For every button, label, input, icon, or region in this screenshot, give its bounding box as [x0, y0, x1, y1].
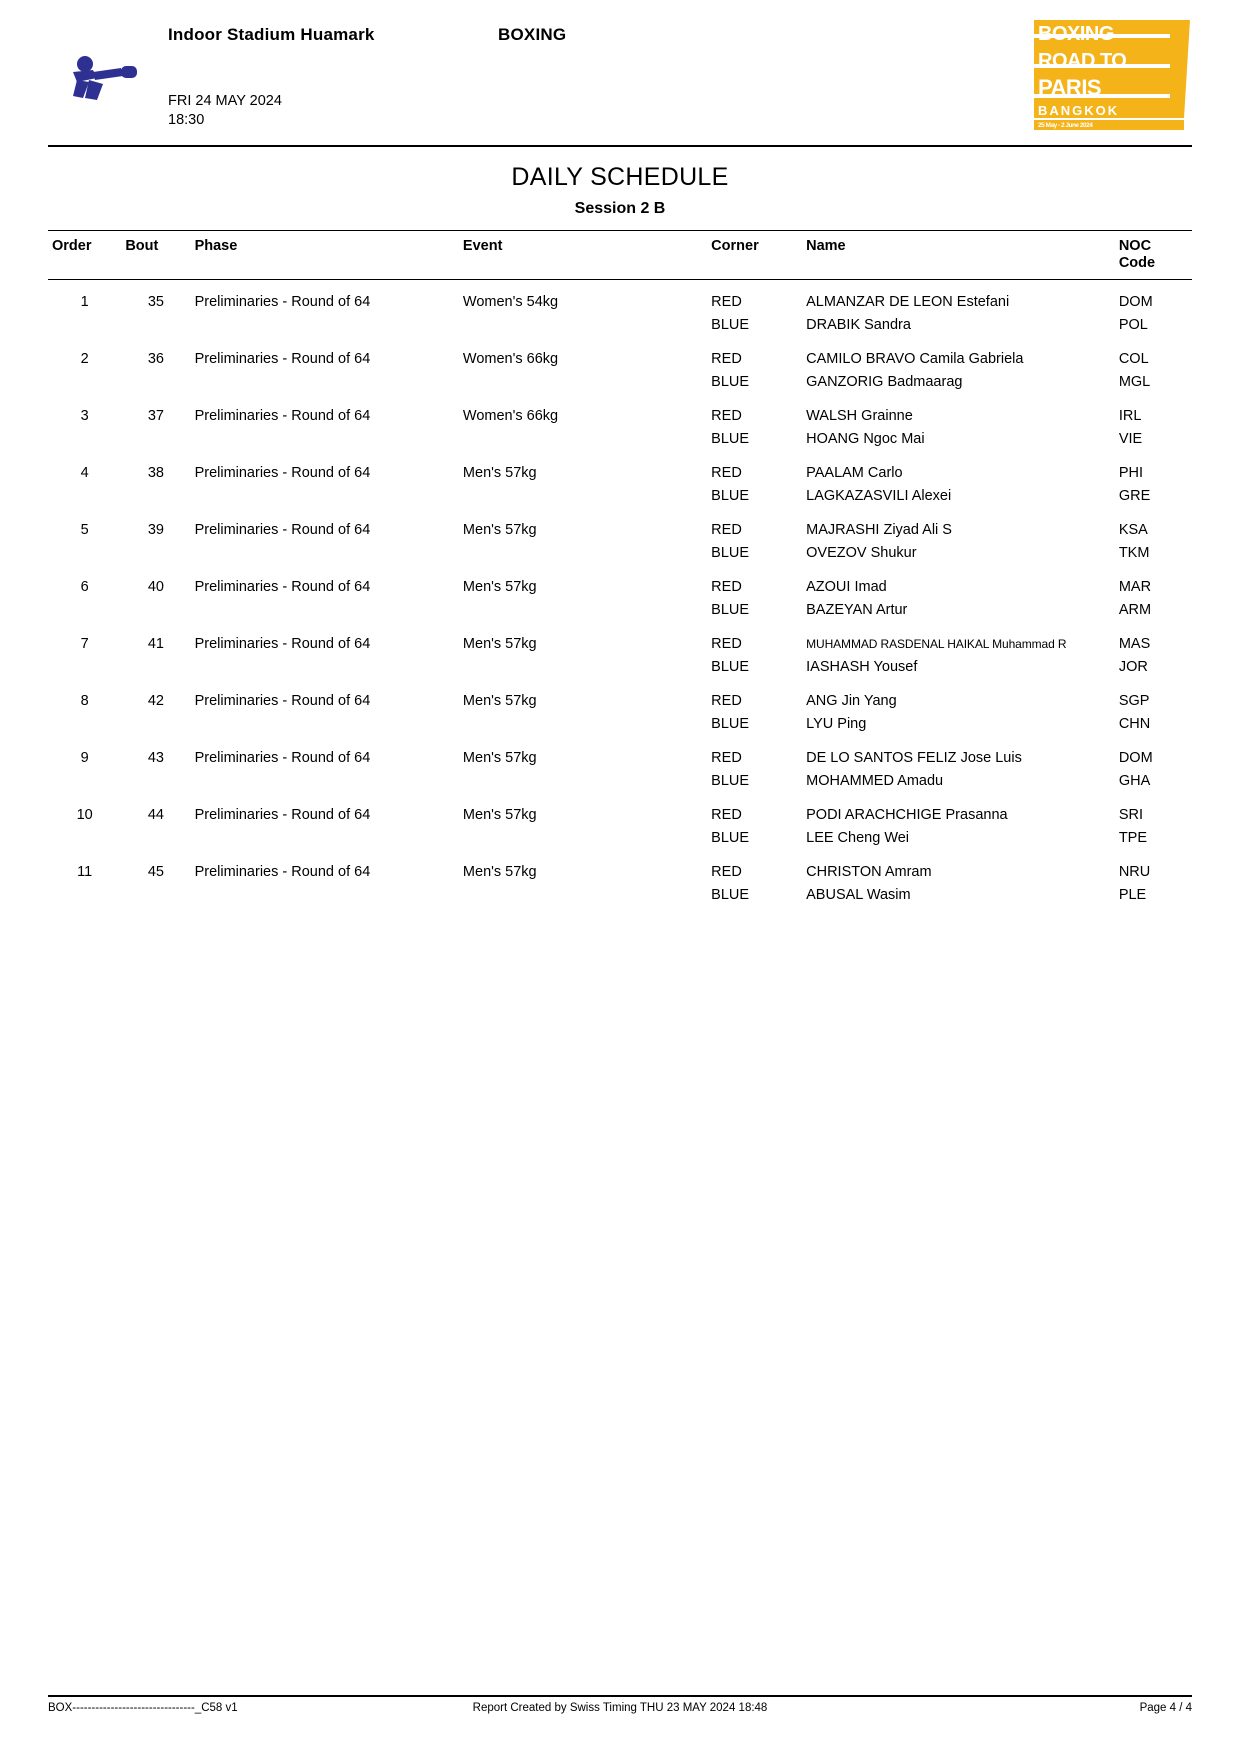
footer-page-number: Page 4 / 4 — [1139, 1702, 1192, 1714]
cell-order: 2 — [80, 351, 89, 367]
corner-blue-label: BLUE — [711, 602, 750, 618]
blue-boxer-name: IASHASH Yousef — [806, 659, 918, 675]
blue-boxer-name: GANZORIG Badmaarag — [806, 374, 963, 390]
cell-event: Men's 57kg — [462, 750, 537, 766]
red-boxer-noc: MAS — [1118, 636, 1151, 652]
blue-boxer-noc: POL — [1118, 317, 1148, 333]
blue-boxer-name: ABUSAL Wasim — [806, 887, 911, 903]
table-header-row — [48, 231, 1192, 280]
cell-bout: 35 — [147, 294, 164, 310]
cell-event: Men's 57kg — [462, 636, 537, 652]
cell-phase: Preliminaries - Round of 64 — [194, 693, 371, 709]
corner-blue-label: BLUE — [711, 431, 750, 447]
cell-order: 10 — [76, 807, 93, 823]
session-date: FRI 24 MAY 2024 — [168, 93, 282, 109]
blue-boxer-noc: MGL — [1118, 374, 1151, 390]
cell-event: Women's 66kg — [462, 408, 559, 424]
cell-noc — [1115, 508, 1192, 565]
corner-blue-label: BLUE — [711, 488, 750, 504]
cell-event: Men's 57kg — [462, 522, 537, 538]
table-row — [48, 679, 1192, 736]
table-row — [48, 280, 1192, 338]
logo-line-1: BOXING — [1038, 23, 1114, 45]
cell-phase: Preliminaries - Round of 64 — [194, 408, 371, 424]
corner-blue-label: BLUE — [711, 374, 750, 390]
cell-event: Men's 57kg — [462, 579, 537, 595]
cell-bout: 41 — [147, 636, 164, 652]
cell-order: 6 — [80, 579, 89, 595]
corner-blue-label: BLUE — [711, 659, 750, 675]
blue-boxer-noc: TPE — [1118, 830, 1148, 846]
schedule-table — [48, 230, 1192, 907]
document-header — [48, 0, 1192, 145]
sport-name: BOXING — [498, 25, 567, 44]
column-header-corner: Corner — [707, 231, 802, 280]
cell-name — [802, 793, 1115, 850]
blue-boxer-noc: ARM — [1118, 602, 1152, 618]
cell-name — [802, 736, 1115, 793]
table-row — [48, 451, 1192, 508]
corner-red-label: RED — [711, 579, 742, 595]
cell-bout: 40 — [147, 579, 164, 595]
cell-phase: Preliminaries - Round of 64 — [194, 579, 371, 595]
corner-red-label: RED — [711, 807, 742, 823]
corner-blue-label: BLUE — [711, 716, 750, 732]
corner-red-label: RED — [711, 693, 742, 709]
corner-red-label: RED — [711, 465, 742, 481]
corner-red-label: RED — [711, 408, 742, 424]
logo-line-4: BANGKOK — [1038, 103, 1120, 118]
session-subtitle: Session 2 B — [574, 200, 666, 217]
logo-line-2: ROAD TO — [1038, 50, 1127, 72]
cell-event: Women's 54kg — [462, 294, 559, 310]
blue-boxer-name: DRABIK Sandra — [806, 317, 911, 333]
cell-name — [802, 337, 1115, 394]
cell-order: 7 — [80, 636, 89, 652]
corner-blue-label: BLUE — [711, 545, 750, 561]
red-boxer-name: CAMILO BRAVO Camila Gabriela — [806, 351, 1024, 367]
cell-phase: Preliminaries - Round of 64 — [194, 465, 371, 481]
blue-boxer-name: LAGKAZASVILI Alexei — [806, 488, 952, 504]
red-boxer-name: ANG Jin Yang — [806, 693, 897, 709]
cell-bout: 39 — [147, 522, 164, 538]
column-header-phase: Phase — [191, 231, 459, 280]
cell-phase: Preliminaries - Round of 64 — [194, 351, 371, 367]
cell-phase: Preliminaries - Round of 64 — [194, 522, 371, 538]
session-time: 18:30 — [168, 112, 205, 128]
cell-corner — [707, 337, 802, 394]
corner-red-label: RED — [711, 750, 742, 766]
red-boxer-name: AZOUI Imad — [806, 579, 887, 595]
header-divider — [48, 145, 1192, 147]
cell-name — [802, 280, 1115, 338]
red-boxer-noc: PHI — [1118, 465, 1143, 481]
corner-red-label: RED — [711, 294, 742, 310]
cell-name — [802, 565, 1115, 622]
cell-corner — [707, 679, 802, 736]
cell-noc — [1115, 451, 1192, 508]
red-boxer-name: PODI ARACHCHIGE Prasanna — [806, 807, 1008, 823]
cell-phase: Preliminaries - Round of 64 — [194, 636, 371, 652]
red-boxer-noc: MAR — [1118, 579, 1152, 595]
cell-corner — [707, 451, 802, 508]
cell-corner — [707, 508, 802, 565]
table-header — [48, 231, 1192, 280]
logo-line-3: PARIS — [1038, 75, 1102, 100]
red-boxer-name: ALMANZAR DE LEON Estefani — [806, 294, 1010, 310]
table-row — [48, 337, 1192, 394]
cell-corner — [707, 793, 802, 850]
blue-boxer-name: LEE Cheng Wei — [806, 830, 910, 846]
cell-noc — [1115, 679, 1192, 736]
red-boxer-noc: DOM — [1118, 294, 1153, 310]
cell-noc — [1115, 850, 1192, 907]
column-header-order: Order — [48, 231, 121, 280]
blue-boxer-name: LYU Ping — [806, 716, 867, 732]
cell-corner — [707, 394, 802, 451]
red-boxer-name: DE LO SANTOS FELIZ Jose Luis — [806, 750, 1022, 766]
cell-noc — [1115, 736, 1192, 793]
cell-event: Men's 57kg — [462, 465, 537, 481]
corner-blue-label: BLUE — [711, 773, 750, 789]
red-boxer-noc: NRU — [1118, 864, 1151, 880]
cell-event: Men's 57kg — [462, 864, 537, 880]
boxing-pictogram — [63, 48, 153, 104]
cell-phase: Preliminaries - Round of 64 — [194, 807, 371, 823]
cell-corner — [707, 736, 802, 793]
red-boxer-noc: IRL — [1118, 408, 1142, 424]
corner-red-label: RED — [711, 522, 742, 538]
column-header-event: Event — [459, 231, 707, 280]
cell-phase: Preliminaries - Round of 64 — [194, 294, 371, 310]
red-boxer-name: CHRISTON Amram — [806, 864, 932, 880]
cell-corner — [707, 280, 802, 338]
red-boxer-noc: SRI — [1118, 807, 1143, 823]
event-logo-text — [1032, 24, 1164, 130]
column-header-name: Name — [802, 231, 1115, 280]
cell-bout: 38 — [147, 465, 164, 481]
red-boxer-noc: SGP — [1118, 693, 1150, 709]
red-boxer-noc: KSA — [1118, 522, 1148, 538]
cell-event: Women's 66kg — [462, 351, 559, 367]
red-boxer-name: WALSH Grainne — [806, 408, 913, 424]
red-boxer-noc: DOM — [1118, 750, 1153, 766]
document-footer — [48, 1695, 1192, 1714]
table-row — [48, 850, 1192, 907]
cell-noc — [1115, 565, 1192, 622]
cell-noc — [1115, 394, 1192, 451]
blue-boxer-noc: GRE — [1118, 488, 1151, 504]
red-boxer-name: PAALAM Carlo — [806, 465, 903, 481]
corner-red-label: RED — [711, 351, 742, 367]
blue-boxer-noc: CHN — [1118, 716, 1151, 732]
blue-boxer-name: BAZEYAN Artur — [806, 602, 908, 618]
cell-corner — [707, 565, 802, 622]
blue-boxer-name: HOANG Ngoc Mai — [806, 431, 925, 447]
cell-order: 3 — [80, 408, 89, 424]
table-row — [48, 736, 1192, 793]
logo-dates: 25 May - 2 June 2024 — [1038, 122, 1093, 129]
cell-noc — [1115, 280, 1192, 338]
cell-order: 8 — [80, 693, 89, 709]
corner-red-label: RED — [711, 864, 742, 880]
cell-corner — [707, 622, 802, 679]
table-body — [48, 280, 1192, 908]
blue-boxer-noc: JOR — [1118, 659, 1148, 675]
cell-order: 4 — [80, 465, 89, 481]
cell-order: 9 — [80, 750, 89, 766]
table-row — [48, 508, 1192, 565]
event-logo — [1032, 16, 1192, 134]
cell-phase: Preliminaries - Round of 64 — [194, 864, 371, 880]
corner-red-label: RED — [711, 636, 742, 652]
column-header-noc — [1115, 231, 1192, 280]
red-boxer-name: MUHAMMAD RASDENAL HAIKAL Muhammad R — [806, 637, 1067, 651]
session-datetime — [168, 92, 282, 130]
cell-order: 1 — [80, 294, 89, 310]
corner-blue-label: BLUE — [711, 887, 750, 903]
cell-event: Men's 57kg — [462, 807, 537, 823]
blue-boxer-name: OVEZOV Shukur — [806, 545, 917, 561]
blue-boxer-noc: PLE — [1118, 887, 1147, 903]
cell-bout: 45 — [147, 864, 164, 880]
cell-bout: 44 — [147, 807, 164, 823]
cell-name — [802, 850, 1115, 907]
table-row — [48, 793, 1192, 850]
cell-name — [802, 451, 1115, 508]
red-boxer-name: MAJRASHI Ziyad Ali S — [806, 522, 952, 538]
page-title: DAILY SCHEDULE — [511, 163, 729, 191]
cell-noc — [1115, 622, 1192, 679]
cell-noc — [1115, 337, 1192, 394]
cell-event: Men's 57kg — [462, 693, 537, 709]
cell-corner — [707, 850, 802, 907]
column-header-bout: Bout — [121, 231, 190, 280]
corner-blue-label: BLUE — [711, 830, 750, 846]
cell-order: 11 — [77, 864, 93, 880]
cell-name — [802, 679, 1115, 736]
cell-bout: 36 — [147, 351, 164, 367]
table-row — [48, 622, 1192, 679]
venue-name: Indoor Stadium Huamark — [168, 25, 375, 44]
cell-name — [802, 622, 1115, 679]
noc-line-1: NOC — [1118, 238, 1152, 254]
table-row — [48, 565, 1192, 622]
cell-phase: Preliminaries - Round of 64 — [194, 750, 371, 766]
cell-bout: 37 — [147, 408, 164, 424]
footer-report-code: BOX--------------------------------_C58 v1 — [48, 1702, 238, 1714]
cell-bout: 42 — [147, 693, 164, 709]
cell-bout: 43 — [147, 750, 164, 766]
noc-line-2: Code — [1118, 255, 1156, 271]
blue-boxer-noc: VIE — [1118, 431, 1143, 447]
corner-blue-label: BLUE — [711, 317, 750, 333]
table-row — [48, 394, 1192, 451]
blue-boxer-noc: TKM — [1118, 545, 1150, 561]
cell-order: 5 — [80, 522, 89, 538]
red-boxer-noc: COL — [1118, 351, 1149, 367]
blue-boxer-noc: GHA — [1118, 773, 1151, 789]
cell-noc — [1115, 793, 1192, 850]
cell-name — [802, 394, 1115, 451]
footer-credit: Report Created by Swiss Timing THU 23 MAY 2024 18:48 — [472, 1702, 768, 1714]
blue-boxer-name: MOHAMMED Amadu — [806, 773, 944, 789]
cell-name — [802, 508, 1115, 565]
